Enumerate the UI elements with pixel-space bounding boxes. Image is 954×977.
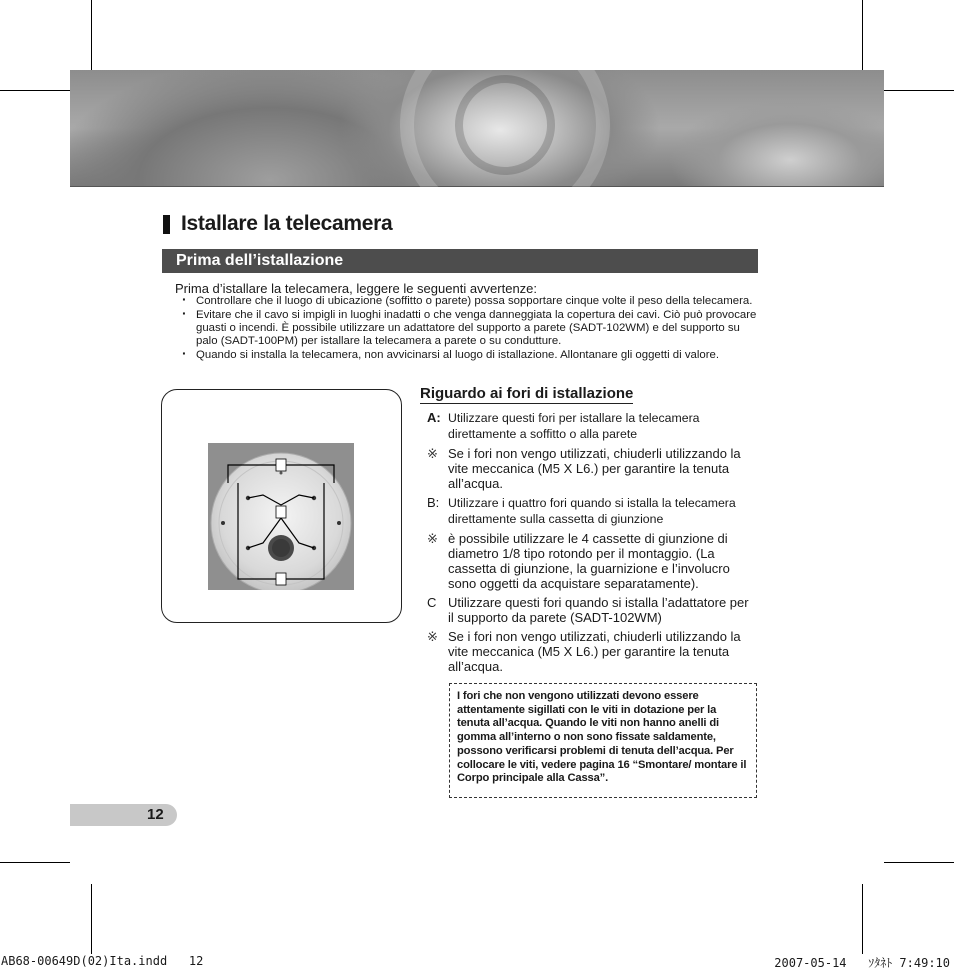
crop-mark [0, 90, 70, 91]
note-a-remark [427, 446, 757, 491]
note-marker: ※ [427, 446, 438, 461]
list-item: · Evitare che il cavo si impigli in luoghi inadatti o che venga danneggiata la copertura dei cavi. Ciò può provocare guasti o incendi. È possibile utilizzare un adattatore del supporto a parete (SADT-102WM) e del supporto su palo (SADT-100PM) per istallare la telecamera a parete o su condutture. [182, 309, 760, 348]
camera-base-photo [208, 443, 354, 590]
title-bar-icon [163, 215, 170, 234]
note-marker: B: [427, 495, 440, 510]
warning-bullet-list [182, 295, 760, 363]
note-text: Utilizzare questi fori quando si istalla l’adattatore per il supporto da parete (SADT-102WM) [448, 595, 749, 625]
note-text: Utilizzare questi fori per istallare la telecamera direttamente a soffitto o alla parete [448, 411, 700, 441]
crop-mark [862, 884, 863, 954]
note-text: Se i fori non vengo utilizzati, chiuderli utilizzando la vite meccanica (M5 X L6.) per garantire la tenuta all’acqua. [448, 446, 741, 491]
note-text: è possibile utilizzare le 4 cassette di giunzione di diametro 1/8 tipo rotondo per il montaggio. (La cassetta di giunzione, la guarnizione e l’involucro sono oggetti da acquistare separatamente). [448, 531, 730, 591]
note-text: Utilizzare i quattro fori quando si istalla la telecamera direttamente sulla cassetta di giunzione [448, 496, 736, 526]
page-title-text: Istallare la telecamera [181, 212, 393, 235]
print-footer-date: 2007-05-14 ｿﾀﾈﾄ 7:49:10 [774, 956, 950, 970]
page-title [163, 212, 392, 236]
crop-mark [862, 0, 863, 70]
note-marker: A: [427, 410, 441, 425]
crop-mark [91, 884, 92, 954]
hole-notes [427, 410, 757, 678]
note-c [427, 595, 757, 625]
note-b [427, 495, 757, 527]
note-marker: C [427, 595, 437, 610]
header-banner-image [70, 70, 884, 187]
note-marker: ※ [427, 531, 438, 546]
list-item: · Controllare che il luogo di ubicazione (soffitto o parete) possa sopportare cinque volte il peso della telecamera. [182, 295, 760, 308]
mounting-holes-figure [161, 389, 402, 623]
section-heading: Prima dell’istallazione [162, 249, 758, 273]
crop-mark [884, 862, 954, 863]
note-text: Se i fori non vengo utilizzati, chiuderli utilizzando la vite meccanica (M5 X L6.) per garantire la tenuta all’acqua. [448, 629, 741, 674]
crop-mark [91, 0, 92, 70]
crop-mark [0, 862, 70, 863]
page-number: 12 [147, 806, 164, 823]
list-item: · Quando si installa la telecamera, non avvicinarsi al luogo di istallazione. Allontanare gli oggetti di valore. [182, 349, 760, 362]
note-b-remark [427, 531, 757, 591]
warning-box: I fori che non vengono utilizzati devono essere attentamente sigillati con le viti in dotazione per la tenuta all’acqua. Quando le viti non hanno anelli di gomma all’interno o non sono fissate saldamente, possono verificarsi problemi di tenuta dell’acqua. Per collocare le viti, vedere pagina 16 “Smontare/ montare il Corpo principale alla Cassa”. [449, 683, 757, 798]
note-c-remark [427, 629, 757, 674]
print-footer-file: AB68-00649D(02)Ita.indd 12 [1, 954, 204, 968]
note-marker: ※ [427, 629, 438, 644]
crop-mark [884, 90, 954, 91]
note-a [427, 410, 757, 442]
intro-text: Prima d’istallare la telecamera, leggere le seguenti avvertenze: [175, 281, 538, 296]
subsection-heading: Riguardo ai fori di istallazione [420, 385, 634, 402]
